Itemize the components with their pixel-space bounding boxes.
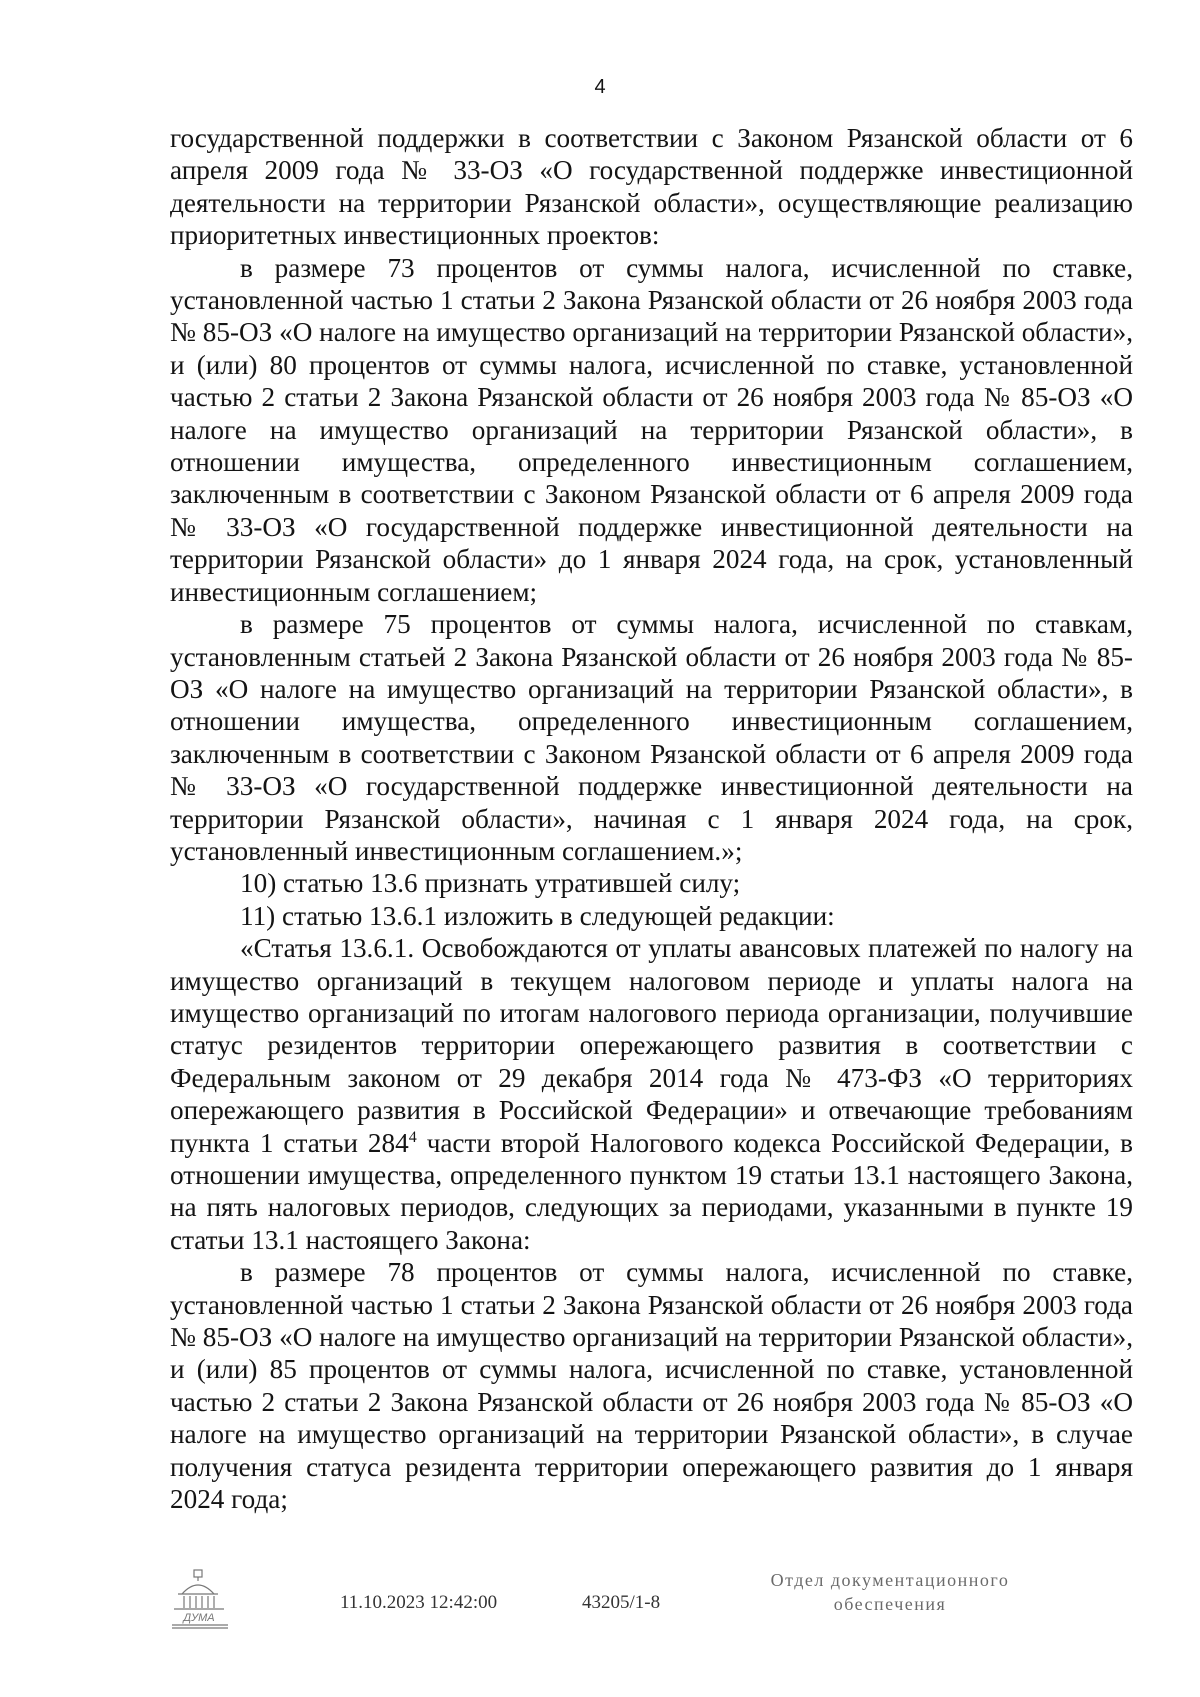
paragraph-5: 11) статью 13.6.1 изложить в следующей редакции: — [240, 900, 835, 931]
document-body — [170, 122, 1133, 1515]
paragraph-6 — [170, 932, 1133, 1256]
footer-datetime: 11.10.2023 12:42:00 — [340, 1592, 498, 1613]
stamp-line-1: Отдел документационного — [770, 1570, 1010, 1590]
department-stamp — [740, 1568, 1040, 1616]
footer-doc-code: 43205/1-8 — [582, 1592, 661, 1613]
paragraph-3: в размере 75 процентов от суммы налога, исчисленной по ставкам, установленным статьей 2 Закона Рязанской области от 26 ноября 2003 года № 85-ОЗ «О налоге на имущество организаций на территории Рязанской области», в отношении имущества, определенного инвестиционным соглашением, заключенным в соответствии с Законом Рязанской области от 6 апреля 2009 года № 33-ОЗ «О государственной поддержке инвестиционной деятельности на территории Рязанской области», начиная с 1 января 2024 года, на срок, установленный инвестиционным соглашением.»; — [170, 609, 1133, 866]
paragraph-7: в размере 78 процентов от суммы налога, исчисленной по ставке, установленной частью 1 статьи 2 Закона Рязанской области от 26 ноября 2003 года № 85-ОЗ «О налоге на имущество организаций на территории Рязанской области», и (или) 85 процентов от суммы налога, исчисленной по ставке, установленной частью 2 статьи 2 Закона Рязанской области от 26 ноября 2003 года № 85-ОЗ «О налоге на имущество организаций на территории Рязанской области», в случае получения статуса резидента территории опережающего развития до 1 января 2024 года; — [170, 1257, 1133, 1515]
superscript-4: 4 — [408, 1128, 417, 1146]
paragraph-6-part-2: части второй Налогового кодекса Российской Федерации, в отношении имущества, определенного пунктом 19 статьи 13.1 настоящего Закона, на пять налоговых периодов, следующих за периодами, указанными в пункте 19 статьи 13.1 настоящего Закона: — [170, 1127, 1133, 1255]
page-number: 4 — [594, 76, 606, 98]
paragraph-4: 10) статью 13.6 признать утратившей силу; — [240, 868, 741, 899]
paragraph-1: государственной поддержки в соответствии с Законом Рязанской области от 6 апреля 2009 года № 33-ОЗ «О государственной поддержке инвестиционной деятельности на территории Рязанской области», осуществляющие реализацию приоритетных инвестиционных проектов: — [170, 123, 1133, 251]
stamp-line-2: обеспечения — [833, 1594, 947, 1614]
duma-building-icon — [168, 1568, 232, 1630]
paragraph-2: в размере 73 процентов от суммы налога, исчисленной по ставке, установленной частью 1 статьи 2 Закона Рязанской области от 26 ноября 2003 года № 85-ОЗ «О налоге на имущество организаций на территории Рязанской области», и (или) 80 процентов от суммы налога, исчисленной по ставке, установленной частью 2 статьи 2 Закона Рязанской области от 26 ноября 2003 года № 85-ОЗ «О налоге на имущество организаций на территории Рязанской области», в отношении имущества, определенного инвестиционным соглашением, заключенным в соответствии с Законом Рязанской области от 6 апреля 2009 года № 33-ОЗ «О государственной поддержке инвестиционной деятельности на территории Рязанской области» до 1 января 2024 года, на срок, установленный инвестиционным соглашением; — [170, 252, 1133, 607]
paragraph-6-part-1: «Статья 13.6.1. Освобождаются от уплаты авансовых платежей по налогу на имущество организаций в текущем налоговом периоде и уплаты налога на имущество организаций по итогам налогового периода организации, получившие статус резидентов территории опережающего развития в соответствии с Федеральным законом от 29 декабря 2014 года № 473-ФЗ «О территориях опережающего развития в Российской Федерации» и отвечающие требованиям пункта 1 статьи 284 — [170, 933, 1133, 1158]
logo-text: ДУМА — [183, 1612, 215, 1624]
